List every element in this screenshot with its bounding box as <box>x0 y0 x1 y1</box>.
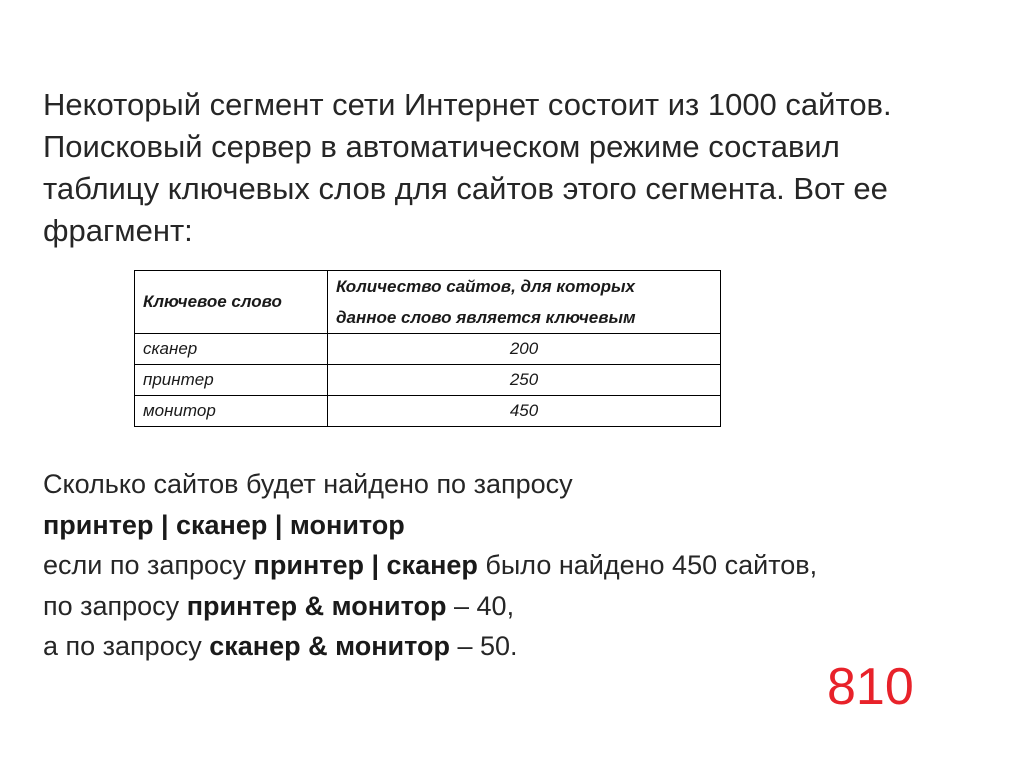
question-line <box>43 545 817 586</box>
question-text-part: – 50. <box>449 631 518 661</box>
header-site-count-line1: Количество сайтов, для которых <box>336 277 635 296</box>
question-line <box>43 586 817 627</box>
question-line <box>43 626 817 667</box>
cell-count: 200 <box>328 334 721 365</box>
problem-statement <box>43 84 993 252</box>
query-printer-or-scanner: принтер | сканер <box>253 550 478 580</box>
table-row <box>135 396 721 427</box>
cell-count: 450 <box>328 396 721 427</box>
query-main: принтер | сканер | монитор <box>43 509 405 540</box>
question-text-part: а по запросу <box>43 631 210 661</box>
intro-line: Поисковый сервер в автоматическом режиме составил <box>43 129 840 164</box>
keyword-table <box>134 270 721 427</box>
table-row <box>135 365 721 396</box>
query-scanner-and-monitor: сканер & монитор <box>209 631 450 661</box>
table-row <box>135 334 721 365</box>
answer-value: 810 <box>827 658 914 716</box>
query-printer-and-monitor: принтер & монитор <box>186 590 447 621</box>
question-text-part: было найдено 450 сайтов, <box>477 550 818 580</box>
cell-keyword: сканер <box>135 334 328 365</box>
cell-count: 250 <box>328 365 721 396</box>
intro-line: таблицу ключевых слов для сайтов этого сегмента. Вот ее <box>43 171 888 206</box>
intro-line: фрагмент: <box>43 213 193 248</box>
question-text <box>43 464 817 667</box>
header-site-count-line2: данное слово является ключевым <box>336 308 636 327</box>
question-text-part: если по запросу <box>43 550 254 580</box>
cell-keyword: монитор <box>135 396 328 427</box>
header-keyword: Ключевое слово <box>135 271 328 334</box>
question-line: Сколько сайтов будет найдено по запросу <box>43 469 573 499</box>
table-header-row <box>135 271 721 334</box>
question-line <box>43 505 817 546</box>
intro-line: Некоторый сегмент сети Интернет состоит из 1000 сайтов. <box>43 87 892 122</box>
cell-keyword: принтер <box>135 365 328 396</box>
question-text-part: по запросу <box>43 590 187 621</box>
header-site-count <box>328 271 721 334</box>
question-text-part: – 40, <box>446 590 515 621</box>
